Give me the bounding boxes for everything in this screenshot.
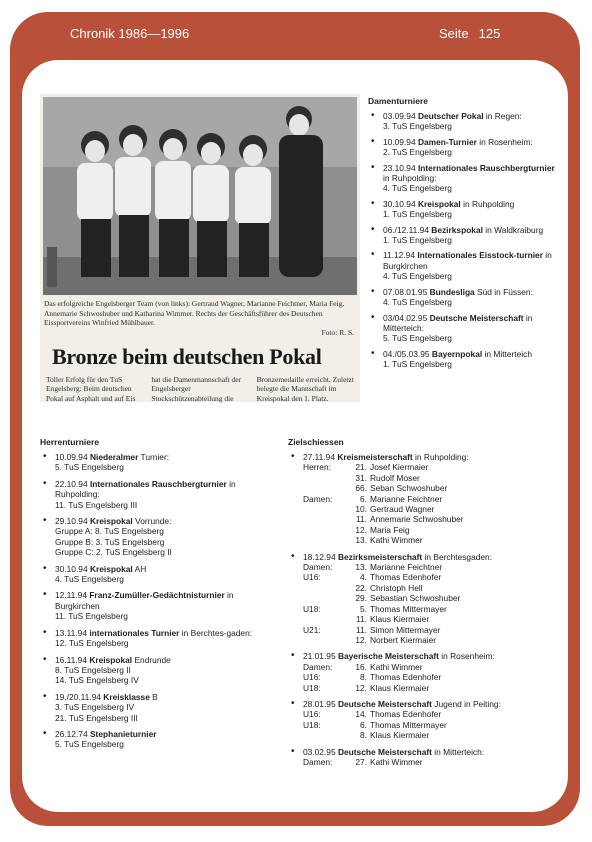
ziel-category (303, 535, 339, 545)
ziel-date: 27.11.94 (303, 452, 338, 462)
ziel-list-item (288, 699, 552, 741)
damen-date: 03.09.94 (383, 111, 418, 121)
damen-event-rest: in Mitterteich: (383, 312, 533, 333)
photo-caption: Das erfolgreiche Engelsberger Team (von links): Gertraud Wagner, Marianne Feichtner, Maria Feig, Annemarie Schwoshuber und Katharina Wimmer. Rechts der Geschäftsführer des Deutschen Eissportvereins Winfried Mühlbauer. (44, 299, 345, 328)
ziel-name: Thomas Edenhofer (370, 672, 442, 683)
damen-date: 04./05.03.95 (383, 348, 432, 359)
herren-date: 26.12.74 (55, 728, 90, 739)
damen-event-name: Internationales Rauschbergturnier (417, 162, 555, 173)
ziel-name: Kathi Wimmer (370, 535, 423, 546)
damen-event-name: Deutscher Pokal (417, 111, 484, 121)
ziel-rank: 11. (355, 514, 367, 525)
ziel-date: 18.12.94 (303, 551, 338, 562)
herren-date: 19./20.11.94 (55, 691, 104, 702)
ziel-name: Marianne Feichtner (370, 562, 443, 573)
ziel-category (303, 593, 339, 603)
herren-list-item (40, 729, 275, 750)
ziel-result-row (288, 709, 552, 719)
herren-date: 16.11.94 (55, 654, 90, 665)
herren-event-name: Kreispokal (89, 654, 133, 665)
herren-date: 12.11.94 (55, 590, 90, 601)
ziel-name: Rudolf Moser (370, 472, 420, 483)
ziel-result-row (288, 483, 552, 493)
ziel-category: U18: (303, 603, 321, 614)
damen-result: 4. TuS Engelsberg (383, 183, 452, 194)
ziel-rank: 10. (355, 504, 367, 515)
herren-list-item (40, 590, 275, 621)
herren-date: 10.09.94 (55, 452, 90, 462)
ziel-event-name: Deutsche Meisterschaft (337, 698, 432, 709)
ziel-result-row (288, 604, 552, 614)
ziel-event-name: Deutsche Meisterschaft (337, 746, 432, 757)
ziel-name: Josef Kiermaier (370, 462, 429, 473)
ziel-result-row (288, 562, 552, 572)
damen-date: 10.09.94 (383, 136, 418, 147)
page-number (439, 26, 500, 41)
team-photo-image (43, 97, 357, 295)
herren-result: 8. TuS Engelsberg II (55, 664, 131, 675)
ziel-rank: 13. (355, 535, 367, 546)
ziel-category (303, 473, 339, 483)
ziel-event-line (303, 452, 469, 462)
damen-date: 11.12.94 (383, 250, 418, 261)
ziel-event-line (303, 552, 492, 562)
herren-result: Gruppe A: 8. TuS Engelsberg (55, 526, 164, 537)
ziel-category (303, 525, 339, 535)
ziel-result-row (288, 514, 552, 524)
damen-event-line (383, 137, 533, 147)
damen-result: 4. TuS Engelsberg (383, 271, 452, 282)
ziel-rank: 29. (355, 593, 367, 604)
herren-event-line (55, 452, 169, 462)
ziel-rank: 22. (355, 582, 367, 593)
damen-date: 07.08.01.95 (383, 286, 430, 297)
ziel-event-name: Bezirksmeisterschaft (337, 551, 423, 562)
ziel-category (303, 614, 339, 624)
herren-event-rest: B (149, 691, 158, 702)
ziel-rank: 21. (355, 462, 367, 473)
herren-event-line (55, 516, 171, 526)
ziel-rank: 14. (355, 709, 367, 720)
herren-event-line (55, 479, 236, 499)
ziel-event-rest: in Ruhpolding: (412, 452, 469, 462)
damen-result: 1. TuS Engelsberg (383, 209, 452, 220)
herren-list-item (40, 655, 275, 686)
herren-event-name: Kreisklasse (103, 691, 150, 702)
ziel-result-row (288, 535, 552, 545)
ziel-rank: 6. (360, 493, 367, 504)
damen-event-line (383, 313, 532, 333)
photo-credit: Foto: R. S. (321, 328, 354, 337)
damen-list-item (368, 287, 556, 308)
damen-title: Damenturniere (368, 96, 428, 106)
damen-event-name: Kreispokal (417, 198, 461, 209)
ziel-category (303, 504, 339, 514)
ziel-result-row (288, 730, 552, 740)
herren-date: 22.10.94 (55, 478, 90, 489)
clipping-article: Toller Erfolg für den TuS Engelsberg: Beim deutschen Pokal auf Asphalt und auf Eis hat die Damenmannschaft der Engelsberger Stockschützenabteilung die Bronzemedaille erreicht. Zuletzt belegte die Mannschaft im Kreispokal den 1. Platz. (46, 375, 354, 403)
herren-date: 13.11.94 (55, 627, 90, 638)
ziel-category (303, 483, 339, 493)
herren-event-name: Niederalmer (89, 452, 139, 462)
ziel-rank: 31. (355, 472, 367, 483)
ziel-name: Thomas Edenhofer (370, 572, 442, 583)
herren-event-rest: Endrunde (132, 654, 171, 665)
ziel-rank: 12. (355, 682, 367, 693)
herren-event-line (55, 564, 146, 574)
ziel-rank: 12. (355, 634, 367, 645)
herren-event-rest: Vorrunde: (132, 516, 172, 527)
herren-result: 3. TuS Engelsberg IV (55, 702, 135, 713)
ziel-name: Norbert Kiermaier (370, 634, 437, 645)
ziel-list-item (288, 552, 552, 646)
damen-result: 4. TuS Engelsberg (383, 297, 452, 308)
herren-event-line (55, 655, 171, 665)
ziel-event-line (303, 699, 501, 709)
damen-event-line (383, 250, 552, 270)
herren-result: 11. TuS Engelsberg III (55, 499, 138, 510)
ziel-category: U16: (303, 572, 321, 583)
damen-event-line (383, 111, 522, 121)
ziel-rank: 11. (355, 614, 367, 625)
chronik-title: Chronik 1986—1996 (70, 26, 190, 41)
damen-date: 23.10.94 (383, 162, 418, 173)
herren-list-item (40, 692, 275, 723)
ziel-name: Klaus Kiermaier (370, 614, 430, 625)
herren-event-line (55, 692, 158, 702)
ziel-date: 03.02.95 (303, 746, 338, 757)
damen-event-rest: in Mitterteich (482, 348, 532, 359)
ziel-category: Damen: (303, 661, 333, 672)
ziel-result-row (288, 662, 552, 672)
ziel-result-row (288, 672, 552, 682)
ziel-category: U21: (303, 624, 321, 635)
damen-event-rest: in Waldkraiburg (482, 224, 544, 235)
ziel-event-rest: in Berchtesgaden: (422, 551, 493, 562)
ziel-rank: 11. (355, 624, 367, 635)
herren-event-line (55, 729, 156, 739)
ziel-result-row (288, 504, 552, 514)
damen-result: 1. TuS Engelsberg (383, 235, 452, 246)
ziel-event-line (303, 747, 484, 757)
damen-result: 5. TuS Engelsberg (383, 333, 452, 344)
herren-list-item (40, 452, 275, 473)
ziel-name: Klaus Kiermaier (370, 682, 430, 693)
herren-list-item (40, 479, 275, 510)
damen-event-name: Damen-Turnier (417, 136, 477, 147)
ziel-result-row (288, 635, 552, 645)
herren-event-line (55, 590, 234, 610)
damen-list-item (368, 163, 556, 194)
ziel-category: Damen: (303, 493, 333, 504)
ziel-category: Damen: (303, 756, 333, 767)
herren-list-item (40, 516, 275, 558)
ziel-name: Sebastian Schwoshuber (370, 593, 461, 604)
ziel-category: U18: (303, 682, 321, 693)
ziel-category: U16: (303, 709, 321, 720)
herren-event-line (55, 628, 252, 638)
ziel-name: Klaus Kiermaier (370, 730, 430, 741)
ziel-list-item (288, 452, 552, 546)
herren-list (40, 452, 275, 756)
damen-event-rest: in Rosenheim: (476, 136, 533, 147)
ziel-name: Thomas Mittermayer (370, 719, 447, 730)
ziel-rank: 16. (355, 661, 367, 672)
herren-result: 5. TuS Engelsberg (55, 739, 124, 750)
herren-title: Herrenturniere (40, 437, 100, 447)
ziel-result-row (288, 473, 552, 483)
ziel-event-name: Bayerische Meisterschaft (337, 651, 439, 662)
damen-date: 03/04.02.95 (383, 312, 430, 323)
ziel-rank: 5. (360, 603, 367, 614)
damen-result: 2. TuS Engelsberg (383, 147, 452, 158)
damen-event-line (383, 225, 543, 235)
herren-result: 5. TuS Engelsberg (55, 462, 124, 473)
damen-event-rest: in Burgkirchen (383, 250, 552, 271)
ziel-category (303, 583, 339, 593)
herren-date: 29.10.94 (55, 516, 90, 527)
damen-date: 30.10.94 (383, 198, 418, 209)
damen-event-name: Bundesliga (429, 286, 475, 297)
herren-event-rest: in Ruhpolding: (55, 478, 236, 500)
ziel-rank: 27. (355, 756, 367, 767)
damen-event-rest: in Ruhpolding: (383, 173, 437, 184)
herren-result: Gruppe C: 2. TuS Engelsberg II (55, 547, 172, 558)
herren-result: Gruppe B: 3. TuS Engelsberg (55, 536, 165, 547)
damen-event-name: Internationales Eisstock-turnier (417, 250, 543, 261)
herren-event-rest: in Berchtes-gaden: (179, 627, 253, 638)
herren-result: 21. TuS Engelsberg III (55, 712, 138, 723)
ziel-category (303, 635, 339, 645)
ziel-result-row (288, 720, 552, 730)
damen-list-item (368, 199, 556, 220)
ziel-category: Damen: (303, 562, 333, 573)
ziel-rank: 12. (355, 524, 367, 535)
ziel-date: 28.01.95 (303, 698, 338, 709)
damen-result: 3. TuS Engelsberg (383, 121, 452, 132)
herren-event-rest: AH (132, 563, 147, 574)
damen-event-rest: in Regen: (483, 111, 522, 121)
seite-number: 125 (478, 26, 501, 41)
clipping-headline: Bronze beim deutschen Pokal (52, 344, 322, 369)
damen-list-item (368, 250, 556, 281)
damen-event-name: Bayernpokal (431, 348, 483, 359)
ziel-date: 21.01.95 (303, 651, 338, 662)
ziel-result-row (288, 625, 552, 635)
damen-event-rest: Süd in Füssen: (474, 286, 533, 297)
ziel-category: U16: (303, 672, 321, 683)
ziel-name: Simon Mittermayer (370, 624, 441, 635)
ziel-name: Thomas Edenhofer (370, 709, 442, 720)
newspaper-clipping (40, 94, 360, 402)
damen-list-item (368, 349, 556, 370)
herren-event-name: Kreispokal (89, 563, 133, 574)
ziel-result-row (288, 525, 552, 535)
ziel-event-rest: in Mitterteich: (431, 746, 485, 757)
ziel-name: Kathi Wimmer (370, 756, 423, 767)
ziel-rank: 66. (355, 483, 367, 494)
ziel-event-rest: Jugend in Peiting: (431, 698, 501, 709)
damen-event-rest: in Ruhpolding (460, 198, 515, 209)
ziel-name: Annemarie Schwoshuber (370, 514, 464, 525)
team-photo (43, 97, 357, 295)
ziel-name: Seban Schwoshuber (370, 483, 448, 494)
ziel-result-row (288, 462, 552, 472)
ziel-name: Thomas Mittermayer (370, 603, 447, 614)
herren-event-name: Stephanieturnier (89, 728, 157, 739)
damen-event-name: Bezirkspokal (431, 224, 483, 235)
ziel-category (303, 514, 339, 524)
damen-event-line (383, 163, 555, 183)
herren-result: 12. TuS Engelsberg (55, 638, 129, 649)
damen-list (368, 111, 556, 375)
damen-event-line (383, 199, 514, 209)
herren-result: 11. TuS Engelsberg (55, 611, 128, 622)
damen-event-name: Deutsche Meisterschaft (429, 312, 524, 323)
ziel-category (303, 730, 339, 740)
herren-date: 30.10.94 (55, 563, 90, 574)
herren-event-name: Internationales Rauschbergturnier (89, 478, 227, 489)
seite-label: Seite (439, 26, 469, 41)
ziel-result-row (288, 614, 552, 624)
ziel-rank: 6. (360, 719, 367, 730)
herren-list-item (40, 628, 275, 649)
ziel-rank: 4. (360, 572, 367, 583)
herren-event-name: Kreispokal (89, 516, 133, 527)
ziel-result-row (288, 572, 552, 582)
ziel-rank: 8. (360, 672, 367, 683)
ziel-event-rest: in Rosenheim: (438, 651, 495, 662)
herren-result: 14. TuS Engelsberg IV (55, 675, 139, 686)
ziel-category: U18: (303, 719, 321, 730)
damen-list-item (368, 111, 556, 132)
herren-event-rest: in Burgkirchen (55, 590, 234, 611)
ziel-category: Herren: (303, 462, 331, 473)
ziel-name: Gertraud Wagner (370, 504, 435, 515)
ziel-list-item (288, 747, 552, 768)
ziel-list (288, 452, 552, 773)
ziel-name: Kathi Wimmer (370, 661, 423, 672)
ziel-event-name: Kreismeisterschaft (337, 452, 413, 462)
ziel-name: Maria Feig (370, 524, 410, 535)
ziel-result-row (288, 593, 552, 603)
damen-event-line (383, 287, 533, 297)
damen-list-item (368, 313, 556, 344)
herren-result: 4. TuS Engelsberg (55, 574, 124, 585)
damen-list-item (368, 137, 556, 158)
ziel-name: Christoph Hell (370, 582, 423, 593)
ziel-result-row (288, 683, 552, 693)
ziel-title: Zielschiessen (288, 437, 344, 447)
damen-date: 06./12.11.94 (383, 224, 432, 235)
herren-event-name: internationales Turnier (89, 627, 180, 638)
ziel-event-line (303, 651, 495, 661)
ziel-rank: 8. (360, 730, 367, 741)
ziel-result-row (288, 494, 552, 504)
ziel-name: Marianne Feichtner (370, 493, 443, 504)
damen-list-item (368, 225, 556, 246)
ziel-result-row (288, 757, 552, 767)
ziel-list-item (288, 651, 552, 693)
ziel-rank: 13. (355, 562, 367, 573)
herren-event-name: Franz-Zumüller-Gedächtnisturnier (89, 590, 225, 601)
herren-event-rest: Turnier: (138, 452, 170, 462)
damen-event-line (383, 349, 532, 359)
herren-list-item (40, 564, 275, 585)
ziel-result-row (288, 583, 552, 593)
damen-result: 1. TuS Engelsberg (383, 359, 452, 370)
